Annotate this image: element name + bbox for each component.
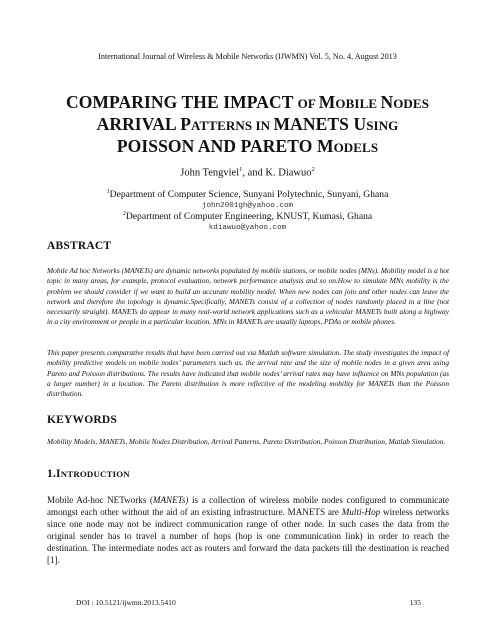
- title-text: ATTERNS IN: [191, 118, 274, 133]
- abstract-heading: ABSTRACT: [47, 240, 112, 252]
- affiliation: [0, 189, 495, 200]
- body-text: Mobile Ad-hoc NETworks (: [47, 495, 153, 505]
- abstract-paragraph: Mobile Ad hoc Networks (MANETs) are dynamic networks populated by mobile stations, or mobile nodes (MNs). Mobility model is a hot topic in many areas, for example, protocol evaluation, network performance analysis and so on.How to simulate MNs mobility is the problem we should consider if we want to build an accurate mobility model. When new nodes can join and other nodes can leave the network and therefore the topology is dynamic.Specifically, MANETs consist of a collection of nodes randomly placed in a line (not necessarily straight). MANETs do appear in many real-world network applications such as a vehicular MANETs built along a highway in a city environment or people in a particular location. MNs in MANETs are usually laptops, PDAs or mobile phones.: [47, 266, 449, 327]
- introduction-heading: [47, 468, 130, 480]
- title-text: COMPARING THE IMPACT: [65, 92, 298, 112]
- title-text: OBILE: [335, 96, 381, 111]
- body-text-italic: Multi-Hop: [341, 507, 381, 518]
- doi: DOI : 10.5121/ijwmn.2013.5410: [76, 598, 176, 607]
- title-line-3: [40, 136, 455, 158]
- section-number: 1.I: [47, 468, 61, 480]
- page-number: 135: [409, 598, 421, 607]
- title-text: MANETS U: [273, 114, 367, 134]
- author-separator: , and: [242, 167, 266, 179]
- affiliation-text: Department of Computer Engineering, KNUST, Kumasi, Ghana: [125, 211, 373, 223]
- affiliation-text: Department of Computer Science, Sunyani Polytechnic, Sunyani, Ghana: [109, 189, 389, 201]
- title-text: N: [380, 92, 394, 112]
- title-text: SING: [366, 118, 399, 133]
- title-text: ODES: [393, 96, 430, 111]
- title-text: M: [318, 92, 336, 112]
- author-affiliation-mark: 1: [239, 166, 243, 173]
- introduction-paragraph: [47, 494, 449, 567]
- abstract-paragraph: This paper presents comparative results that have been carried out via Matlab software simulation. The study investigates the impact of mobility predictive models on mobile nodes’ parameters such as, the arrival rate and the size of mobile nodes in a given area using Pareto and Poisson distributions. The results have indicated that mobile nodes’ arrival rates may have influence on MNs population (as a larger number) in a location. The Pareto distribution is more reflective of the modeling mobility for MANETs than the Poisson distribution.: [47, 348, 449, 399]
- affiliation-mark: 1: [106, 189, 110, 195]
- title-line-2: [40, 114, 455, 136]
- email-address[interactable]: kdiawuo@yahoo.com: [208, 224, 287, 232]
- keywords-text: Mobility Models, MANETs, Mobile Nodes Distribution, Arrival Patterns, Pareto Distribution, Poisson Distribution, Matlab Simulation.: [47, 437, 446, 446]
- section-title: NTRODUCTION: [60, 469, 130, 479]
- author-list: [0, 166, 495, 179]
- body-text: is a collection of wireless mobile nodes configured to communicate amongst each other without the aid of an existing infrastructure. MANETS are: [47, 495, 449, 518]
- body-text: wireless networks since one node may not be indirect communication range of other node. In such cases the data from the original sender has to travel a number of hops (hop is one communication link) in order to reach the destination. The intermediate nodes act as routers and forward the data packets till the destination is reached [1].: [47, 507, 449, 566]
- title-text: ODELS: [333, 140, 379, 155]
- author-affiliation-mark: 2: [311, 166, 315, 173]
- keywords-heading: KEYWORDS: [47, 414, 117, 426]
- title-line-1: [40, 92, 455, 114]
- affiliation-mark: 2: [122, 211, 126, 217]
- running-head: International Journal of Wireless & Mobile Networks (IJWMN) Vol. 5, No. 4, August 2013: [98, 52, 397, 61]
- paper-title: [40, 92, 455, 158]
- email-address[interactable]: john2001gh@yahoo.com: [201, 202, 294, 210]
- body-text-italic: MANETs): [152, 495, 189, 505]
- title-text: ARRIVAL P: [96, 114, 192, 134]
- author-name: John Tengviel: [180, 167, 240, 179]
- title-text: POISSON AND PARETO M: [116, 136, 334, 156]
- author-name: K. Diawuo: [265, 167, 312, 179]
- title-text: OF: [297, 96, 319, 111]
- affiliation: [0, 211, 495, 222]
